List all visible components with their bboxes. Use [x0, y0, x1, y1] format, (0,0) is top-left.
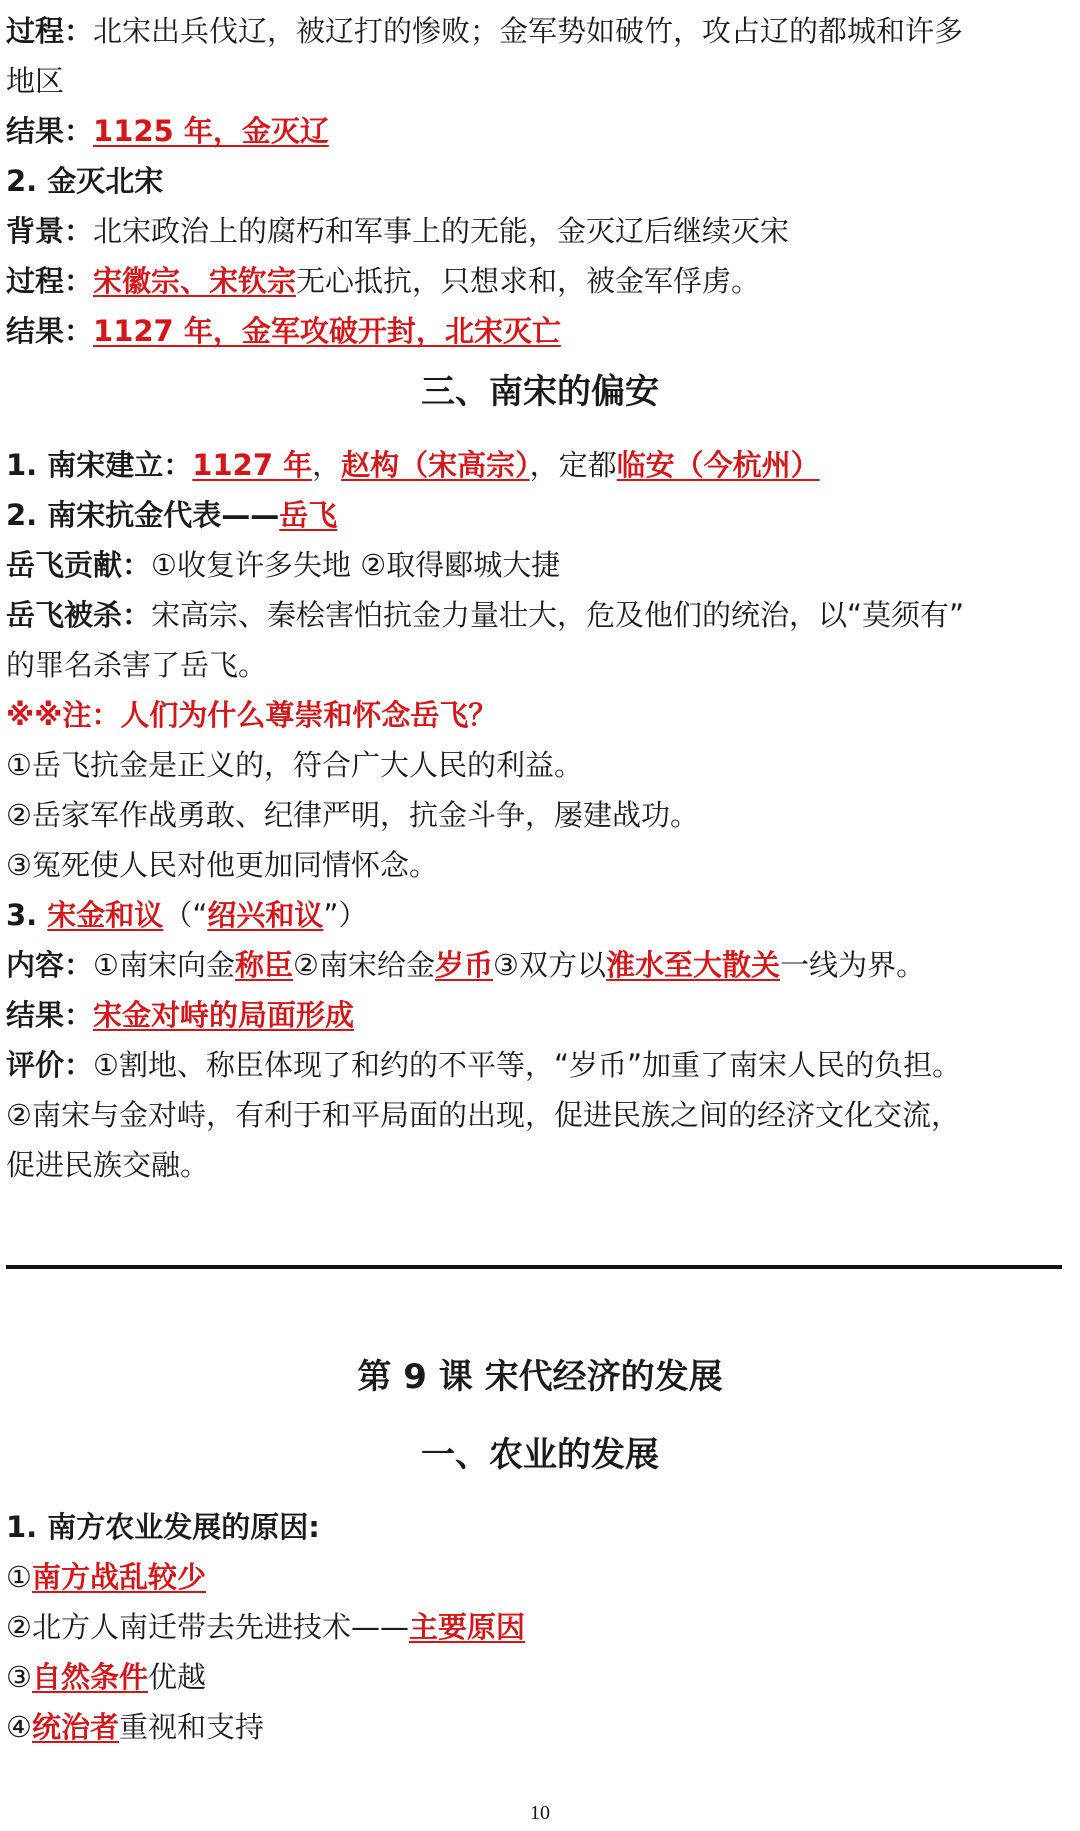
text-line: 背景：北宋政治上的腐朽和军事上的无能，金灭辽后继续灭宋 — [6, 214, 790, 248]
text-line: 结果：1125 年，金灭辽 — [6, 114, 329, 148]
text-line: 2. 南宋抗金代表——岳飞 — [6, 498, 338, 532]
text-line: 过程：宋徽宗、宋钦宗无心抵抗，只想求和，被金军俘虏。 — [6, 264, 761, 298]
subsection-title: 2. 金灭北宋 — [6, 164, 164, 198]
note-line: ※※注：人们为什么尊崇和怀念岳飞？ — [6, 698, 498, 732]
page-number: 10 — [530, 1802, 550, 1824]
text-line: ③冤死使人民对他更加同情怀念。 — [6, 848, 438, 882]
lesson-title: 第 9 课 宋代经济的发展 — [357, 1357, 723, 1397]
text-line: 1. 南宋建立：1127 年，赵构（宋高宗），定都临安（今杭州） — [6, 448, 820, 482]
text-line: ②岳家军作战勇敢、纪律严明，抗金斗争，屡建战功。 — [6, 798, 699, 832]
text-line: 评价：①割地、称臣体现了和约的不平等，“岁币”加重了南宋人民的负担。 — [6, 1048, 962, 1082]
text-line: 结果：1127 年，金军攻破开封，北宋灭亡 — [6, 314, 561, 348]
text-line: 3. 宋金和议（“绍兴和议”） — [6, 898, 368, 932]
text-line: 结果：宋金对峙的局面形成 — [6, 998, 355, 1032]
divider — [6, 1265, 1062, 1269]
text-line: 内容：①南宋向金称臣②南宋给金岁币③双方以淮水至大散关一线为界。 — [6, 948, 926, 982]
text-line: 促进民族交融。 — [6, 1148, 210, 1182]
section-heading: 一、农业的发展 — [421, 1435, 659, 1475]
text-line: 岳飞被杀：宋高宗、秦桧害怕抗金力量壮大，危及他们的统治，以“莫须有” — [6, 598, 965, 632]
text-line: 岳飞贡献：①收复许多失地 ②取得郾城大捷 — [6, 548, 561, 582]
text-line: ②北方人南迁带去先进技术——主要原因 — [6, 1610, 526, 1644]
text-line: ①岳飞抗金是正义的，符合广大人民的利益。 — [6, 748, 583, 782]
text-line: 地区 — [6, 64, 65, 98]
text-line: ④统治者重视和支持 — [6, 1710, 265, 1744]
text-line: ①南方战乱较少 — [6, 1560, 207, 1594]
text-line: 过程：北宋出兵伐辽，被辽打的惨败；金军势如破竹，攻占辽的都城和许多 — [6, 14, 964, 48]
section-heading: 三、南宋的偏安 — [421, 372, 659, 412]
text-line: 1. 南方农业发展的原因: — [6, 1510, 320, 1544]
text-line: ③自然条件优越 — [6, 1660, 207, 1694]
text-line: 的罪名杀害了岳飞。 — [6, 648, 268, 682]
text-line: ②南宋与金对峙，有利于和平局面的出现，促进民族之间的经济文化交流， — [6, 1098, 960, 1132]
